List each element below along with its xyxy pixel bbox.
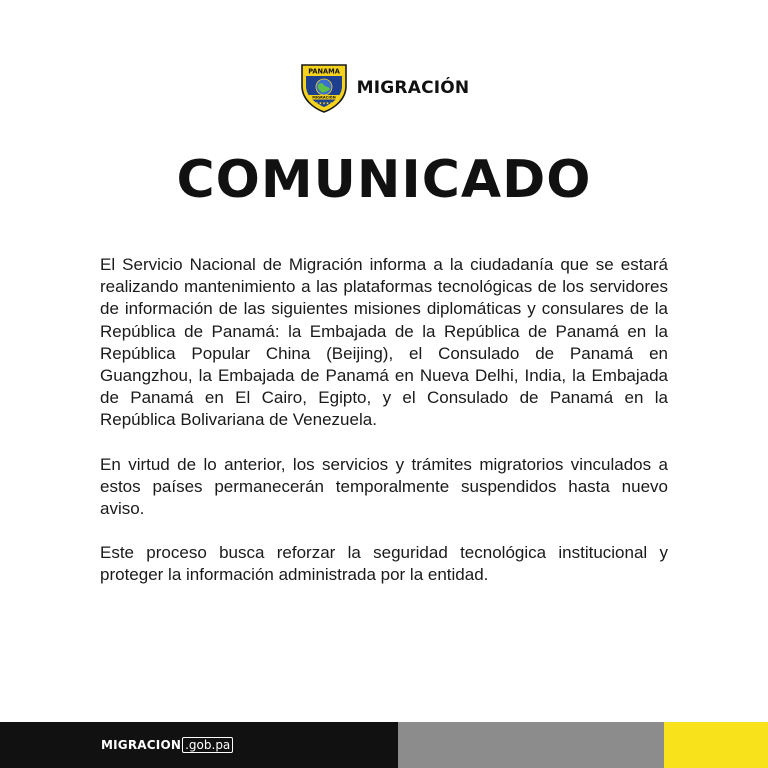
paragraph-suspension: En virtud de lo anterior, los servicios y trámites migratorios vinculados a estos países permanecerán temporalmente suspendidos hasta nuevo aviso.: [100, 454, 668, 519]
shield-logo-icon: [299, 62, 349, 114]
page-title: COMUNICADO: [176, 150, 592, 210]
footer-site-name: MIGRACION: [101, 738, 182, 752]
footer-yellow-segment: [664, 722, 768, 768]
footer-site-domain: .gob.pa: [182, 737, 233, 753]
paragraph-intro: El Servicio Nacional de Migración informa a la ciudadanía que se estará realizando mantenimiento a las plataformas tecnológicas de los servidores de información de las siguientes misiones diplomáticas y consulares de la República de Panamá: la Embajada de la República de Panamá en la República Popular China (Beijing), el Consulado de Panamá en Guangzhou, la Embajada de Panamá en Nueva Delhi, India, la Embajada de Panamá en El Cairo, Egipto, y el Consulado de Panamá en la República Bolivariana de Venezuela.: [100, 255, 668, 430]
svg-text:MIGRACIÓN: MIGRACIÓN: [311, 95, 336, 100]
svg-text:PANAMA: PANAMA: [307, 67, 340, 76]
paragraph-purpose: Este proceso busca reforzar la seguridad tecnológica institucional y proteger la información administrada por la entidad.: [100, 543, 668, 585]
header-logo: [0, 62, 768, 114]
footer-gray-segment: [398, 722, 664, 768]
brand-name: MIGRACIÓN: [356, 78, 470, 98]
svg-text:★★★★★: ★★★★★: [314, 100, 333, 106]
footer-bar: [0, 722, 768, 768]
footer-black-segment: [0, 722, 398, 768]
announcement-body: [100, 254, 668, 609]
